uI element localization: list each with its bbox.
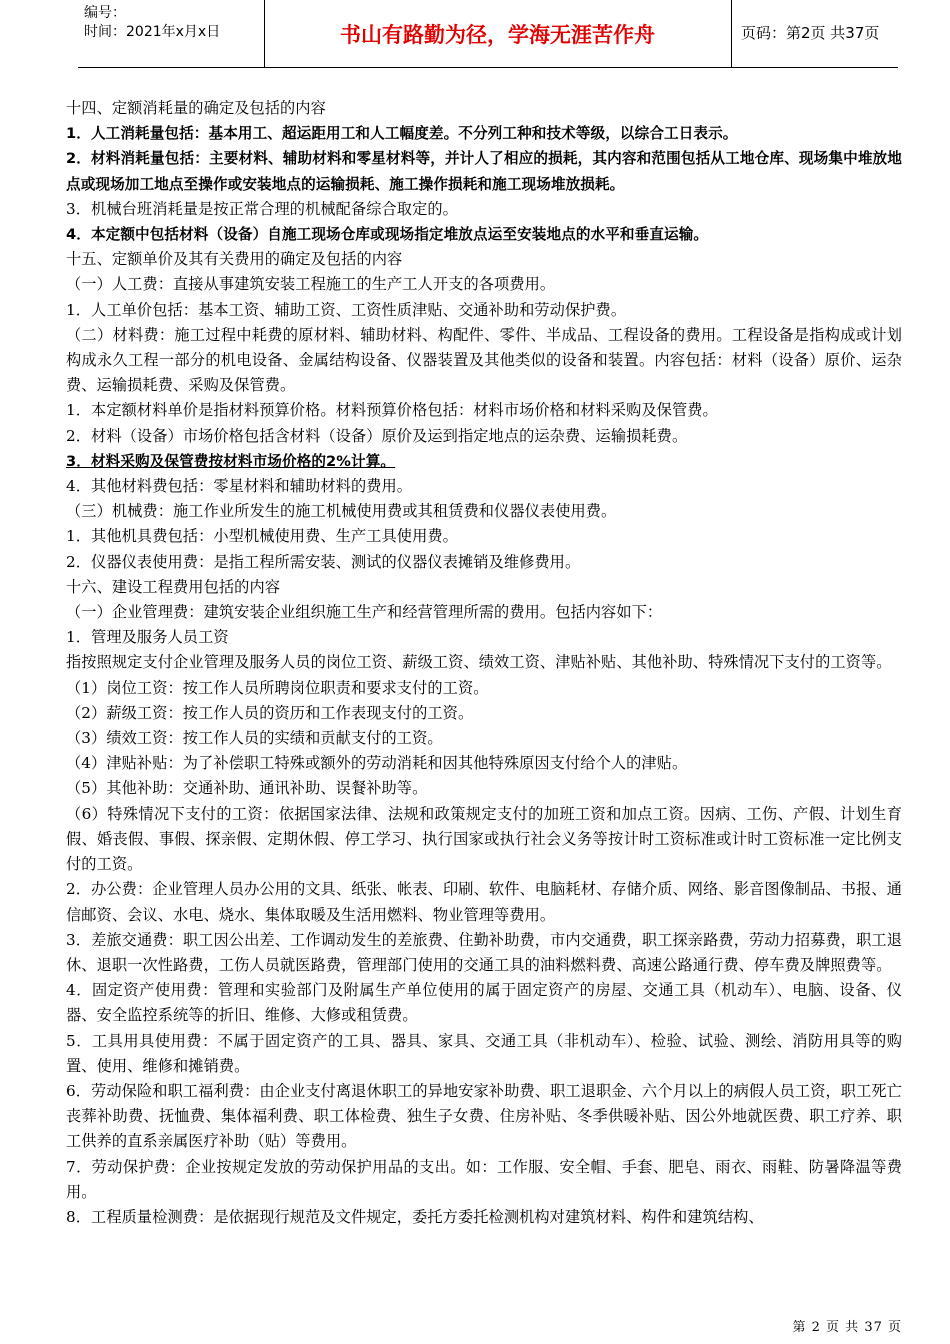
paragraph: （二）材料费：施工过程中耗费的原材料、辅助材料、构配件、零件、半成品、工程设备的费用。工程设备是指构成或计划构成永久工程一部分的机电设备、金属结构设备、仪器装置及其他类似的设备和装置。内容包括：材料（设备）原价、运杂费、运输损耗费、采购及保管费。 <box>66 325 902 395</box>
page-footer: 第 2 页 共 37 页 <box>792 1320 902 1335</box>
paragraph: 8．工程质量检测费：是依据现行规范及文件规定，委托方委托检测机构对建筑材料、构件和建筑结构、 <box>66 1207 764 1226</box>
paragraph: （5）其他补助：交通补助、通讯补助、误餐补助等。 <box>66 779 428 798</box>
paragraph: 2．材料消耗量包括：主要材料、辅助材料和零星材料等，并计人了相应的损耗，其内容和范围包括从工地仓库、现场集中堆放地点或现场加工地点至操作或安装地点的运输损耗、施工操作损耗和施工现场堆放损耗。 <box>66 150 902 193</box>
paragraph: 3．材料采购及保管费按材料市场价格的2%计算。 <box>66 452 396 470</box>
paragraph: 4．其他材料费包括：零星材料和辅助材料的费用。 <box>66 477 413 496</box>
paragraph: （3）绩效工资：按工作人员的实绩和贡献支付的工资。 <box>66 729 443 748</box>
paragraph: 十四、定额消耗量的确定及包括的内容 <box>66 99 326 117</box>
paragraph: 4．本定额中包括材料（设备）自施工现场仓库或现场指定堆放点运至安装地点的水平和垂直运输。 <box>66 226 709 244</box>
paragraph: 1．管理及服务人员工资 <box>66 628 229 647</box>
paragraph: （一）企业管理费：建筑安装企业组织施工生产和经营管理所需的费用。包括内容如下： <box>66 603 663 622</box>
paragraph: 1．人工消耗量包括：基本用工、超运距用工和人工幅度差。不分列工种和技术等级，以综合工日表示。 <box>66 125 738 143</box>
number-label: 编号： <box>84 5 126 21</box>
paragraph: 1．人工单价包括：基本工资、辅助工资、工资性质津贴、交通补助和劳动保护费。 <box>66 300 627 319</box>
paragraph: 3．机械台班消耗量是按正常合理的机械配备综合取定的。 <box>66 199 458 218</box>
document-body <box>66 96 902 1230</box>
header-divider <box>731 0 732 68</box>
paragraph: 5．工具用具使用费：不属于固定资产的工具、器具、家具、交通工具（非机动车）、检验、试验、测绘、消防用具等的购置、使用、维修和摊销费。 <box>66 1031 902 1075</box>
paragraph: 十六、建设工程费用包括的内容 <box>66 577 281 596</box>
paragraph: 十五、定额单价及其有关费用的确定及包括的内容 <box>66 250 403 269</box>
paragraph: 7．劳动保护费：企业按规定发放的劳动保护用品的支出。如：工作服、安全帽、手套、肥皂、雨衣、雨鞋、防暑降温等费用。 <box>66 1157 902 1201</box>
header-page-info: 页码：第2页 共37页 <box>741 24 880 42</box>
paragraph: （4）津贴补贴：为了补偿职工特殊或额外的劳动消耗和因其他特殊原因支付给个人的津贴。 <box>66 754 688 773</box>
header-meta <box>84 4 220 42</box>
paragraph: （6）特殊情况下支付的工资：依据国家法律、法规和政策规定支付的加班工资和加点工资。因病、工伤、产假、计划生育假、婚丧假、事假、探亲假、定期休假、停工学习、执行国家或执行社会义务等按计时工资标准或计时工资标准一定比例支付的工资。 <box>66 804 902 874</box>
paragraph: 1．本定额材料单价是指材料预算价格。材料预算价格包括：材料市场价格和材料采购及保管费。 <box>66 401 718 420</box>
paragraph: 2．办公费：企业管理人员办公用的文具、纸张、帐表、印刷、软件、电脑耗材、存储介质、网络、影音图像制品、书报、通信邮资、会议、水电、烧水、集体取暖及生活用燃料、物业管理等费用。 <box>66 880 902 924</box>
paragraph: 1．其他机具费包括：小型机械使用费、生产工具使用费。 <box>66 527 458 546</box>
paragraph: 4．固定资产使用费：管理和实验部门及附属生产单位使用的属于固定资产的房屋、交通工具（机动车）、电脑、设备、仪器、安全监控系统等的折旧、维修、大修或租赁费。 <box>66 981 902 1025</box>
header-motto: 书山有路勤为径，学海无涯苦作舟 <box>340 23 655 47</box>
paragraph: 2．材料（设备）市场价格包括含材料（设备）原价及运到指定地点的运杂费、运输损耗费。 <box>66 426 688 445</box>
paragraph: 指按照规定支付企业管理及服务人员的岗位工资、薪级工资、绩效工资、津贴补贴、其他补助、特殊情况下支付的工资等。 <box>66 653 892 672</box>
time-label: 时间：2021年x月x日 <box>84 24 221 40</box>
page-header <box>78 0 898 68</box>
paragraph: （1）岗位工资：按工作人员所聘岗位职责和要求支付的工资。 <box>66 678 489 697</box>
paragraph: （三）机械费：施工作业所发生的施工机械使用费或其租赁费和仪器仪表使用费。 <box>66 502 617 521</box>
paragraph: （一）人工费：直接从事建筑安装工程施工的生产工人开支的各项费用。 <box>66 275 556 294</box>
paragraph: 3．差旅交通费：职工因公出差、工作调动发生的差旅费、住勤补助费，市内交通费，职工探亲路费，劳动力招募费，职工退休、退职一次性路费，工伤人员就医路费，管理部门使用的交通工具的油料燃料费、高速公路通行费、停车费及牌照费等。 <box>66 930 902 974</box>
paragraph: 6．劳动保险和职工福利费：由企业支付离退休职工的异地安家补助费、职工退职金、六个月以上的病假人员工资，职工死亡丧葬补助费、抚恤费、集体福利费、职工体检费、独生子女费、住房补贴、冬季供暖补贴、因公外地就医费、职工疗养、职工供养的直系亲属医疗补助（贴）等费用。 <box>66 1081 902 1151</box>
paragraph: 2．仪器仪表使用费：是指工程所需安装、测试的仪器仪表摊销及维修费用。 <box>66 552 581 571</box>
paragraph: （2）薪级工资：按工作人员的资历和工作表现支付的工资。 <box>66 703 474 722</box>
